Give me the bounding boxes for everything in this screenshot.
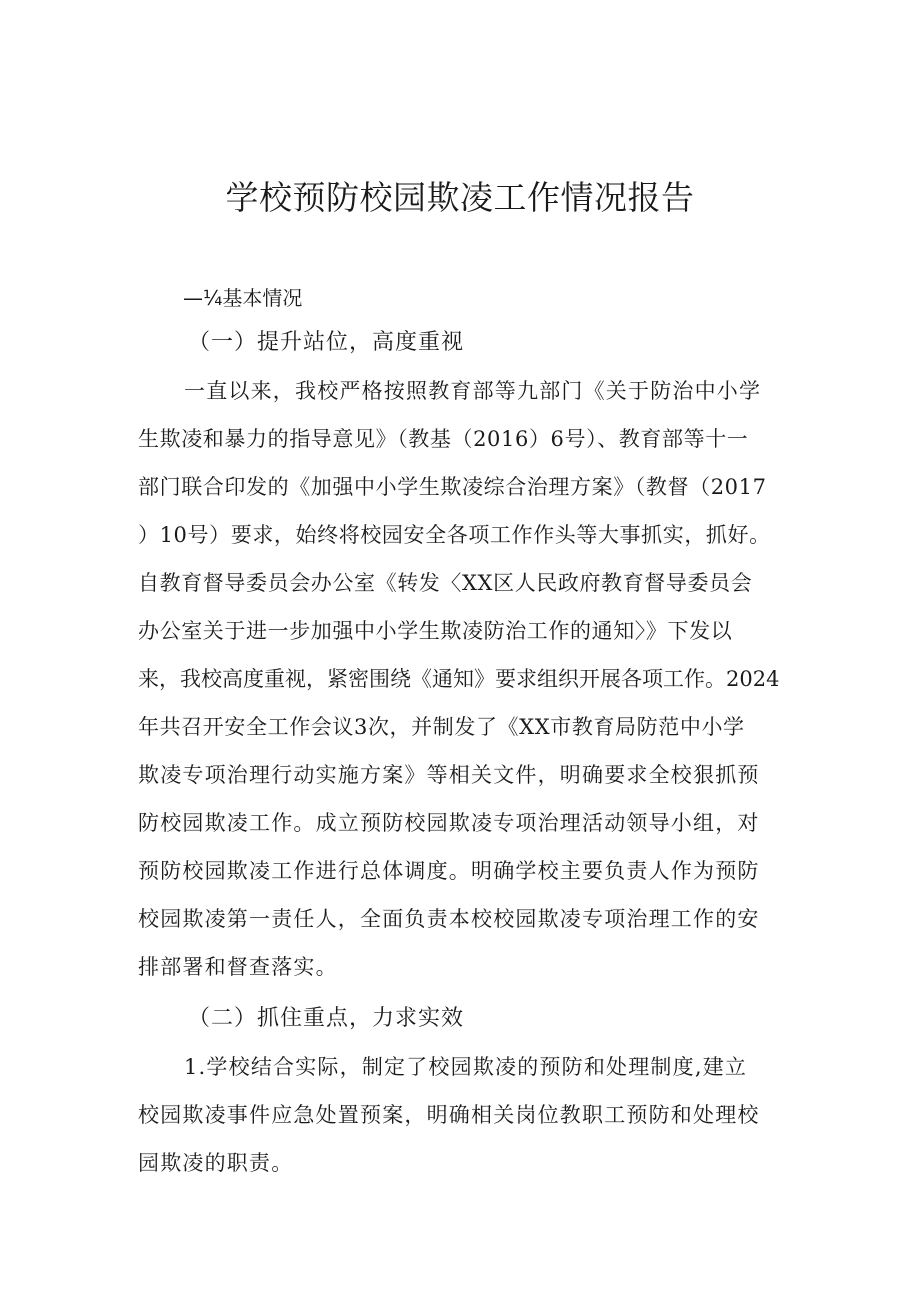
paragraph-line: 自教育督导委员会办公室《转发〈XX区人民政府教育督导委员会 [138,571,753,595]
paragraph-line: 排部署和督查落实。 [138,955,338,979]
paragraph-line: 预防校园欺凌工作进行总体调度。明确学校主要负责人作为预防 [138,859,760,883]
subsection-heading-1: （一）提升站位，高度重视 [188,330,465,355]
section-heading-basic-situation: —¼基本情况 [183,286,303,310]
subsection-heading-2: （二）抓住重点，力求实效 [188,1006,465,1031]
paragraph-line: 年共召开安全工作会议3次，并制发了《XX市教育局防范中小学 [138,715,745,739]
paragraph-line: 1.学校结合实际，制定了校园欺凌的预防和处理制度,建立 [184,1055,748,1079]
paragraph-line: 防校园欺凌工作。成立预防校园欺凌专项治理活动领导小组，对 [138,811,760,835]
paragraph-line: 欺凌专项治理行动实施方案》等相关文件，明确要求全校狠抓预 [138,763,760,787]
paragraph-line: 校园欺凌第一责任人，全面负责本校校园欺凌专项治理工作的安 [138,907,760,931]
paragraph-line: 来，我校高度重视，紧密围绕《通知》要求组织开展各项工作。2024 [138,667,780,691]
paragraph-line: 一直以来，我校严格按照教育部等九部门《关于防治中小学 [184,379,762,403]
paragraph-line: 园欺凌的职责。 [138,1151,294,1175]
document-title: 学校预防校园欺凌工作情况报告 [225,178,695,217]
paragraph-line: 办公室关于进一步加强中小学生欺凌防治工作的通知〉》下发以 [138,619,733,643]
paragraph-line: 校园欺凌事件应急处置预案，明确相关岗位教职工预防和处理校 [138,1103,760,1127]
paragraph-line: 部门联合印发的《加强中小学生欺凌综合治理方案》（教督（2017 [138,475,767,499]
paragraph-line: ）10号）要求，始终将校园安全各项工作作头等大事抓实，抓好。 [138,523,771,547]
paragraph-line: 生欺凌和暴力的指导意见》（教基（2016）6号）、教育部等十一 [138,427,749,451]
